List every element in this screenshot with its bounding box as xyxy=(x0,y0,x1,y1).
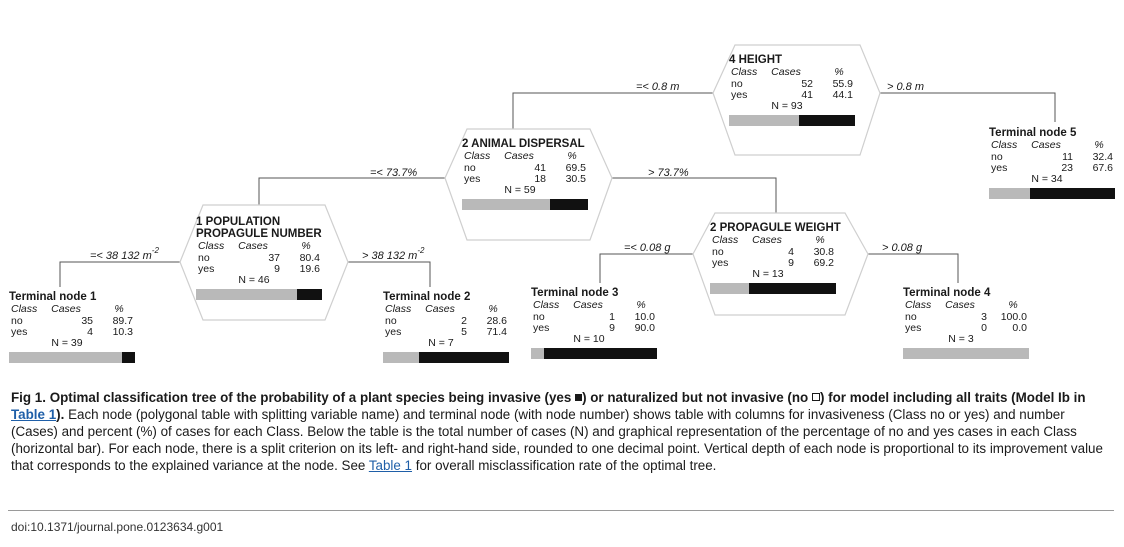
population-split-right: > 38 132 $m^{-2}$ xyxy=(362,246,425,262)
t2-title-line-1: Terminal node 2 xyxy=(383,291,471,303)
height-title-line-1: 4 HEIGHT xyxy=(729,54,783,66)
weight-header-class: Class xyxy=(712,234,739,246)
t3-bar-yes xyxy=(544,348,657,359)
t3-row-no-pct: 10.0 xyxy=(634,311,655,323)
t2-total-n: N = 7 xyxy=(428,337,454,349)
weight-row-yes-pct: 69.2 xyxy=(813,257,834,269)
tree-nodes xyxy=(9,54,1115,363)
population-title-line-2: PROPAGULE NUMBER xyxy=(196,228,322,240)
t1-row-no-cases: 35 xyxy=(81,315,93,327)
t2-row-no-pct: 28.6 xyxy=(486,315,507,327)
weight-bar-yes xyxy=(749,283,836,294)
t5-total-n: N = 34 xyxy=(1031,173,1063,185)
animal-row-no-cases: 41 xyxy=(534,162,546,174)
t3-row-no-cases: 1 xyxy=(609,311,615,323)
caption-title-part-4: ). xyxy=(56,407,65,422)
height-header-class: Class xyxy=(731,66,758,78)
t4-row-no-class: no xyxy=(905,311,917,323)
population-title-line-1: 1 POPULATION xyxy=(196,216,281,228)
connector-line-7 xyxy=(600,254,693,283)
weight-row-no-class: no xyxy=(712,246,724,258)
weight-row-yes-class: yes xyxy=(712,257,729,269)
filled-square-icon xyxy=(575,394,582,401)
weight-header-pct: % xyxy=(815,234,825,246)
t1-node xyxy=(9,291,135,363)
t3-bar-no xyxy=(531,348,544,359)
weight-row-yes-cases: 9 xyxy=(788,257,794,269)
t3-row-yes-cases: 9 xyxy=(609,322,615,334)
population-split-left: =< 38 132 $m^{-2}$ xyxy=(90,246,159,262)
caption-body-part-1: Each node (polygonal table with splitting variable name) and terminal node (with node number) shows table with columns for invasiveness (Class no or yes) and number (Cases) and percent (%) of cases for each Class. Below the table is the total number of cases (N) and graphical representation of the percentage of no and yes cases in each Class (horizontal bar). For each node, there is a split criterion on its left- and right-hand side, rounded to one decimal point. Vertical depth of each node is proportional to its improvement value that corresponds to the explained variance at the node. See xyxy=(11,407,1103,473)
t4-row-yes-pct: 0.0 xyxy=(1012,322,1027,334)
population-row-no-cases: 37 xyxy=(268,252,280,264)
t2-row-no-cases: 2 xyxy=(461,315,467,327)
t2-row-yes-class: yes xyxy=(385,326,402,338)
weight-row-no-cases: 4 xyxy=(788,246,794,258)
t4-row-no-cases: 3 xyxy=(981,311,987,323)
t3-total-n: N = 10 xyxy=(573,333,605,345)
t5-title-line-1: Terminal node 5 xyxy=(989,127,1077,139)
population-row-no-pct: 80.4 xyxy=(299,252,320,264)
caption-divider xyxy=(8,510,1114,511)
animal-header-pct: % xyxy=(567,150,577,162)
t5-row-no-cases: 11 xyxy=(1062,151,1073,163)
t5-row-yes-pct: 67.6 xyxy=(1092,162,1113,174)
t2-bar-yes xyxy=(419,352,509,363)
animal-split-right: > 73.7% xyxy=(648,167,689,179)
animal-total-n: N = 59 xyxy=(504,184,536,196)
height-row-no-pct: 55.9 xyxy=(832,78,853,90)
table-1-link-2[interactable]: Table 1 xyxy=(368,458,413,473)
t2-header-class: Class xyxy=(385,303,412,315)
weight-title-line-1: 2 PROPAGULE WEIGHT xyxy=(710,222,841,234)
animal-row-no-pct: 69.5 xyxy=(565,162,586,174)
t1-bar-yes xyxy=(122,352,135,363)
animal-header-cases: Cases xyxy=(504,150,534,162)
t4-header-cases: Cases xyxy=(945,299,975,311)
connector-line-6 xyxy=(348,262,430,287)
t1-row-yes-cases: 4 xyxy=(87,326,93,338)
height-row-yes-cases: 41 xyxy=(801,89,813,101)
t4-bar-no xyxy=(903,348,1029,359)
t5-row-yes-class: yes xyxy=(991,162,1008,174)
t4-row-no-pct: 100.0 xyxy=(1000,311,1027,323)
population-total-n: N = 46 xyxy=(238,274,270,286)
doi-label: doi:10.1371/journal.pone.0123634.g001 xyxy=(11,520,224,534)
height-split-right: > 0.8 m xyxy=(887,81,924,93)
t4-row-yes-cases: 0 xyxy=(981,322,987,334)
animal-header-class: Class xyxy=(464,150,491,162)
t3-header-class: Class xyxy=(533,299,560,311)
height-bar-no xyxy=(729,115,799,126)
height-row-yes-class: yes xyxy=(731,89,748,101)
population-header-pct: % xyxy=(301,240,311,252)
animal-bar-no xyxy=(462,199,550,210)
height-header-pct: % xyxy=(834,66,844,78)
population-split-right-exponent: -2 xyxy=(417,246,425,255)
population-row-yes-pct: 19.6 xyxy=(299,263,320,275)
caption-title-part-3: ) for model including all traits (Model Ib in xyxy=(819,390,1086,405)
population-header-cases: Cases xyxy=(238,240,268,252)
animal-title-line-1: 2 ANIMAL DISPERSAL xyxy=(462,138,585,150)
t5-header-class: Class xyxy=(991,139,1018,151)
t5-node xyxy=(989,127,1115,199)
t1-title-line-1: Terminal node 1 xyxy=(9,291,97,303)
height-header-cases: Cases xyxy=(771,66,801,78)
t5-row-no-pct: 32.4 xyxy=(1092,151,1113,163)
population-row-yes-class: yes xyxy=(198,263,215,275)
t1-bar-no xyxy=(9,352,122,363)
t1-row-yes-pct: 10.3 xyxy=(112,326,133,338)
weight-row-no-pct: 30.8 xyxy=(813,246,834,258)
population-split-left-exponent: -2 xyxy=(151,246,159,255)
animal-row-yes-class: yes xyxy=(464,173,481,185)
t4-header-class: Class xyxy=(905,299,932,311)
t3-row-yes-pct: 90.0 xyxy=(634,322,655,334)
t3-header-pct: % xyxy=(636,299,646,311)
t1-row-no-class: no xyxy=(11,315,23,327)
t3-header-cases: Cases xyxy=(573,299,603,311)
t3-node xyxy=(531,287,657,359)
height-split-left: =< 0.8 m xyxy=(636,81,680,93)
t2-bar-no xyxy=(383,352,419,363)
connector-line-5 xyxy=(60,262,180,287)
t5-row-no-class: no xyxy=(991,151,1003,163)
connector-line-2 xyxy=(880,93,1055,122)
population-row-yes-cases: 9 xyxy=(274,263,280,275)
empty-square-icon xyxy=(812,393,820,401)
weight-split-right: > 0.08 g xyxy=(882,242,923,254)
animal-split-left: =< 73.7% xyxy=(370,167,418,179)
t3-row-yes-class: yes xyxy=(533,322,550,334)
height-row-no-cases: 52 xyxy=(801,78,813,90)
connector-line-3 xyxy=(259,178,445,205)
caption-fig-label: Fig 1. xyxy=(11,390,46,405)
t5-row-yes-cases: 23 xyxy=(1061,162,1073,174)
t5-header-pct: % xyxy=(1094,139,1104,151)
t4-title-line-1: Terminal node 4 xyxy=(903,287,991,299)
t2-row-yes-cases: 5 xyxy=(461,326,467,338)
t1-header-class: Class xyxy=(11,303,38,315)
t4-header-pct: % xyxy=(1008,299,1018,311)
t5-bar-yes xyxy=(1030,188,1115,199)
height-row-no-class: no xyxy=(731,78,743,90)
animal-row-yes-cases: 18 xyxy=(534,173,546,185)
height-row-yes-pct: 44.1 xyxy=(832,89,853,101)
population-bar-no xyxy=(196,289,297,300)
weight-total-n: N = 13 xyxy=(752,268,784,280)
t1-total-n: N = 39 xyxy=(51,337,83,349)
population-header-class: Class xyxy=(198,240,225,252)
t1-header-pct: % xyxy=(114,303,124,315)
t2-header-cases: Cases xyxy=(425,303,455,315)
caption-title-part-1: Optimal classification tree of the probability of a plant species being invasive (yes xyxy=(45,390,576,405)
t2-row-yes-pct: 71.4 xyxy=(486,326,507,338)
connector-line-4 xyxy=(612,178,776,213)
animal-row-yes-pct: 30.5 xyxy=(565,173,586,185)
population-bar-yes xyxy=(297,289,322,300)
weight-split-left: =< 0.08 g xyxy=(624,242,671,254)
t2-header-pct: % xyxy=(488,303,498,315)
t1-row-no-pct: 89.7 xyxy=(112,315,133,327)
caption-body-part-2: for overall misclassification rate of the optimal tree. xyxy=(412,458,717,473)
connector-line-1 xyxy=(513,93,713,129)
animal-row-no-class: no xyxy=(464,162,476,174)
t2-row-no-class: no xyxy=(385,315,397,327)
caption-title-part-2: ) or naturalized but not invasive (no xyxy=(582,390,812,405)
animal-bar-yes xyxy=(550,199,588,210)
weight-bar-no xyxy=(710,283,749,294)
height-total-n: N = 93 xyxy=(771,100,803,112)
t4-row-yes-class: yes xyxy=(905,322,922,334)
t4-total-n: N = 3 xyxy=(948,333,974,345)
t5-header-cases: Cases xyxy=(1031,139,1061,151)
t5-bar-no xyxy=(989,188,1030,199)
table-1-link[interactable]: Table 1 xyxy=(11,407,57,422)
t4-node xyxy=(903,287,1029,359)
t1-row-yes-class: yes xyxy=(11,326,28,338)
t1-header-cases: Cases xyxy=(51,303,81,315)
t2-node xyxy=(383,291,509,363)
height-bar-yes xyxy=(799,115,855,126)
connector-line-8 xyxy=(868,254,958,283)
population-row-no-class: no xyxy=(198,252,210,264)
weight-header-cases: Cases xyxy=(752,234,782,246)
t3-title-line-1: Terminal node 3 xyxy=(531,287,619,299)
figure-caption xyxy=(11,389,1111,474)
t3-row-no-class: no xyxy=(533,311,545,323)
